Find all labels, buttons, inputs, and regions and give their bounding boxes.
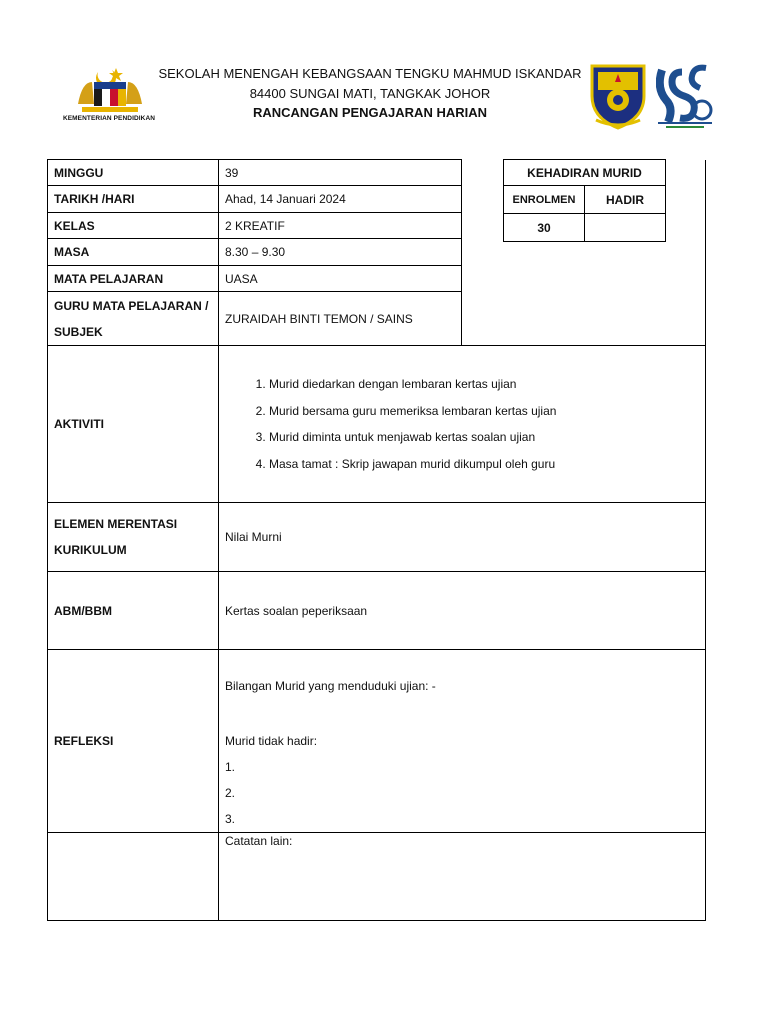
value-elemen: Nilai Murni xyxy=(219,503,706,572)
attendance-table xyxy=(503,159,666,242)
label-aktiviti: AKTIVITI xyxy=(48,346,219,503)
refleksi-content xyxy=(219,650,706,833)
aktiviti-content xyxy=(219,346,706,503)
aktiviti-list xyxy=(225,371,699,477)
school-address: 84400 SUNGAI MATI, TANGKAK JOHOR xyxy=(249,86,491,101)
ministry-label: KEMENTERIAN PENDIDIKAN xyxy=(62,115,156,122)
catatan-label: Catatan lain: xyxy=(225,834,293,848)
value-tarikh: Ahad, 14 Januari 2024 xyxy=(219,186,462,213)
row-elemen xyxy=(48,503,706,572)
lesson-plan-table xyxy=(47,159,706,921)
aktiviti-item: 1. Murid diedarkan dengan lembaran kertas ujian xyxy=(269,371,699,398)
label-elemen-line1: ELEMEN MERENTASI xyxy=(54,517,178,531)
school-badge-logo xyxy=(586,62,650,130)
curriculum-logo xyxy=(656,62,714,130)
refleksi-bilangan: Bilangan Murid yang menduduki ujian: - xyxy=(225,679,436,693)
hadir-value xyxy=(585,214,666,242)
row-catatan xyxy=(48,833,706,921)
attendance-title: KEHADIRAN MURID xyxy=(504,160,666,186)
enrolmen-label: ENROLMEN xyxy=(504,186,585,214)
refleksi-number: 3. xyxy=(225,812,236,826)
value-abm: Kertas soalan peperiksaan xyxy=(219,572,706,650)
aktiviti-item: 2. Murid bersama guru memeriksa lembaran kertas ujian xyxy=(269,398,699,425)
school-name: SEKOLAH MENENGAH KEBANGSAAN TENGKU MAHMUD ISKANDAR xyxy=(158,66,582,81)
value-mata-pelajaran: UASA xyxy=(219,266,462,292)
label-kelas: KELAS xyxy=(48,213,219,239)
label-guru-line2: SUBJEK xyxy=(54,324,103,339)
row-abm xyxy=(48,572,706,650)
label-elemen-line2: KURIKULUM xyxy=(54,543,127,557)
label-guru xyxy=(48,292,219,346)
label-refleksi: REFLEKSI xyxy=(48,650,219,833)
label-elemen xyxy=(48,503,219,572)
label-minggu: MINGGU xyxy=(48,160,219,186)
value-guru: ZURAIDAH BINTI TEMON / SAINS xyxy=(219,292,462,346)
label-masa: MASA xyxy=(48,239,219,266)
label-abm: ABM/BBM xyxy=(48,572,219,650)
row-refleksi xyxy=(48,650,706,833)
catatan-empty-cell xyxy=(48,833,219,921)
label-tarikh: TARIKH /HARI xyxy=(48,186,219,213)
enrolmen-value: 30 xyxy=(504,214,585,242)
aktiviti-item: 4. Masa tamat : Skrip jawapan murid dikumpul oleh guru xyxy=(269,451,699,478)
label-guru-line1: GURU MATA PELAJARAN / xyxy=(54,298,209,313)
catatan-content xyxy=(219,833,706,921)
aktiviti-item: 3. Murid diminta untuk menjawab kertas soalan ujian xyxy=(269,424,699,451)
refleksi-tidak-hadir: Murid tidak hadir: xyxy=(225,734,318,748)
value-masa: 8.30 – 9.30 xyxy=(219,239,462,266)
refleksi-number: 2. xyxy=(225,786,236,800)
hadir-label: HADIR xyxy=(585,186,666,214)
value-minggu: 39 xyxy=(219,160,462,186)
label-mata-pelajaran: MATA PELAJARAN xyxy=(48,266,219,292)
document-title: RANCANGAN PENGAJARAN HARIAN xyxy=(252,105,487,120)
value-kelas: 2 KREATIF xyxy=(219,213,462,239)
refleksi-number: 1. xyxy=(225,760,236,774)
row-aktiviti xyxy=(48,346,706,503)
